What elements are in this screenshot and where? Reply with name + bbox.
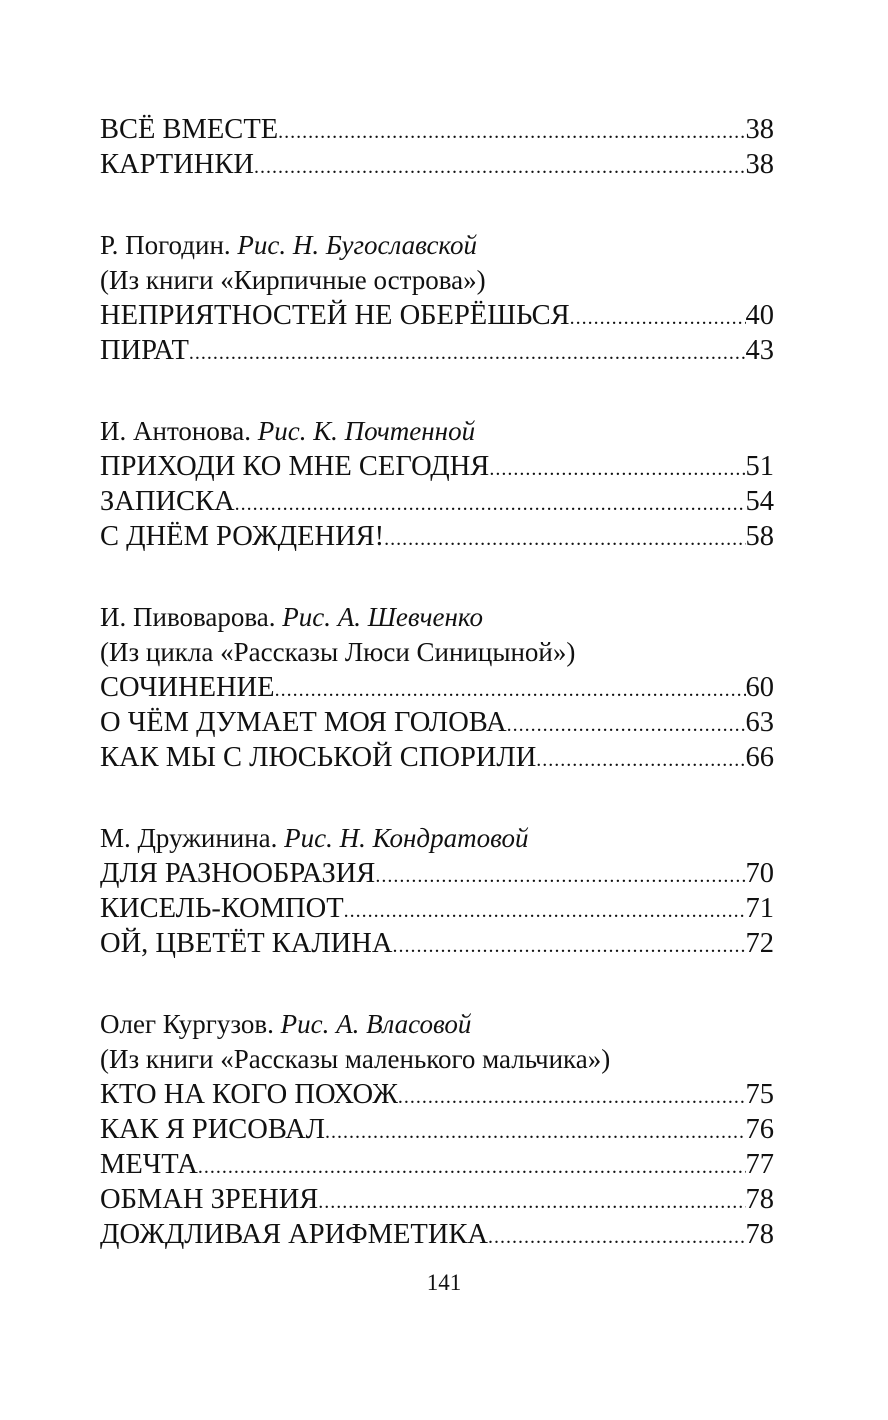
source-note: (Из книги «Кирпичные острова») — [100, 265, 486, 295]
toc-entry — [100, 519, 774, 554]
illustrator: Рис. А. Шевченко — [282, 602, 483, 632]
entry-title: КАК Я РИСОВАЛ — [100, 1114, 326, 1145]
toc-entry — [100, 670, 774, 705]
page-number: 141 — [426, 1270, 462, 1295]
dot-leader — [189, 336, 746, 371]
dot-leader — [507, 708, 746, 743]
entry-title: ОБМАН ЗРЕНИЯ — [100, 1184, 319, 1215]
dot-leader — [384, 522, 745, 557]
toc-section — [100, 821, 774, 961]
entry-page: 63 — [745, 707, 774, 738]
dot-leader — [570, 301, 746, 336]
entry-title: КТО НА КОГО ПОХОЖ — [100, 1079, 398, 1110]
toc-section — [100, 600, 774, 775]
section-gap — [100, 182, 774, 228]
illustrator: Рис. Н. Бугославской — [237, 230, 478, 260]
entry-page: 70 — [745, 858, 774, 889]
dot-leader — [398, 1080, 746, 1115]
entry-title: КАРТИНКИ — [100, 149, 254, 180]
entry-page: 58 — [745, 521, 774, 552]
section-gap — [100, 368, 774, 414]
author-line — [100, 1007, 774, 1042]
entry-title: ПИРАТ — [100, 335, 189, 366]
entry-title: ЗАПИСКА — [100, 486, 235, 517]
dot-leader — [375, 859, 745, 894]
source-note: (Из книги «Рассказы маленького мальчика») — [100, 1044, 611, 1074]
source-note: (Из цикла «Рассказы Люси Синицыной») — [100, 637, 576, 667]
entry-title: О ЧЁМ ДУМАЕТ МОЯ ГОЛОВА — [100, 707, 507, 738]
entry-title: КИСЕЛЬ-КОМПОТ — [100, 893, 344, 924]
entry-title: ДОЖДЛИВАЯ АРИФМЕТИКА — [100, 1219, 488, 1250]
author-name: И. Пивоварова. — [100, 602, 276, 632]
entry-title: НЕПРИЯТНОСТЕЙ НЕ ОБЕРЁШЬСЯ — [100, 300, 570, 331]
entry-page: 51 — [745, 451, 774, 482]
toc-entry — [100, 1147, 774, 1182]
illustrator: Рис. К. Почтенной — [257, 416, 476, 446]
illustrator: Рис. А. Власовой — [280, 1009, 472, 1039]
author-line — [100, 821, 774, 856]
toc-entry — [100, 1217, 774, 1252]
toc-section — [100, 228, 774, 368]
entry-page: 38 — [745, 114, 774, 145]
toc-section — [100, 414, 774, 554]
entry-title: МЕЧТА — [100, 1149, 198, 1180]
entry-title: СОЧИНЕНИЕ — [100, 672, 275, 703]
entry-title: ПРИХОДИ КО МНЕ СЕГОДНЯ — [100, 451, 490, 482]
entry-page: 54 — [745, 486, 774, 517]
dot-leader — [278, 115, 745, 150]
toc-entry — [100, 926, 774, 961]
dot-leader — [488, 1220, 746, 1255]
entry-page: 71 — [745, 893, 774, 924]
entry-page: 76 — [745, 1114, 774, 1145]
author-name: И. Антонова. — [100, 416, 251, 446]
entry-page: 38 — [745, 149, 774, 180]
toc-section — [100, 1007, 774, 1252]
toc-entry — [100, 856, 774, 891]
toc-entry — [100, 333, 774, 368]
dot-leader — [235, 487, 746, 522]
entry-page: 78 — [745, 1184, 774, 1215]
dot-leader — [198, 1150, 746, 1185]
dot-leader — [325, 1115, 745, 1150]
illustrator: Рис. Н. Кондратовой — [284, 823, 529, 853]
entry-page: 77 — [745, 1149, 774, 1180]
dot-leader — [275, 673, 746, 708]
table-of-contents — [100, 112, 774, 1252]
author-line — [100, 414, 774, 449]
toc-entry — [100, 298, 774, 333]
toc-entry — [100, 705, 774, 740]
toc-entry — [100, 1112, 774, 1147]
dot-leader — [344, 894, 746, 929]
entry-page: 66 — [745, 742, 774, 773]
entry-title: ВСЁ ВМЕСТЕ — [100, 114, 279, 145]
toc-entry — [100, 449, 774, 484]
entry-page: 72 — [745, 928, 774, 959]
dot-leader — [254, 150, 746, 185]
toc-entry — [100, 112, 774, 147]
toc-section — [100, 112, 774, 182]
dot-leader — [489, 452, 745, 487]
toc-entry — [100, 1077, 774, 1112]
entry-title: ДЛЯ РАЗНООБРАЗИЯ — [100, 858, 376, 889]
entry-page: 60 — [745, 672, 774, 703]
toc-entry — [100, 891, 774, 926]
entry-title: ОЙ, ЦВЕТЁТ КАЛИНА — [100, 928, 393, 959]
entry-title: С ДНЁМ РОЖДЕНИЯ! — [100, 521, 385, 552]
author-name: Р. Погодин. — [100, 230, 231, 260]
dot-leader — [536, 743, 745, 778]
entry-page: 40 — [745, 300, 774, 331]
toc-entry — [100, 740, 774, 775]
toc-entry — [100, 484, 774, 519]
section-gap — [100, 775, 774, 821]
section-gap — [100, 554, 774, 600]
entry-page: 78 — [745, 1219, 774, 1250]
dot-leader — [318, 1185, 745, 1220]
entry-page: 75 — [745, 1079, 774, 1110]
toc-entry — [100, 147, 774, 182]
toc-entry — [100, 1182, 774, 1217]
entry-title: КАК МЫ С ЛЮСЬКОЙ СПОРИЛИ — [100, 742, 537, 773]
author-name: М. Дружинина. — [100, 823, 278, 853]
author-line — [100, 228, 774, 263]
section-gap — [100, 961, 774, 1007]
entry-page: 43 — [745, 335, 774, 366]
author-line — [100, 600, 774, 635]
dot-leader — [392, 929, 745, 964]
author-name: Олег Кургузов. — [100, 1009, 274, 1039]
